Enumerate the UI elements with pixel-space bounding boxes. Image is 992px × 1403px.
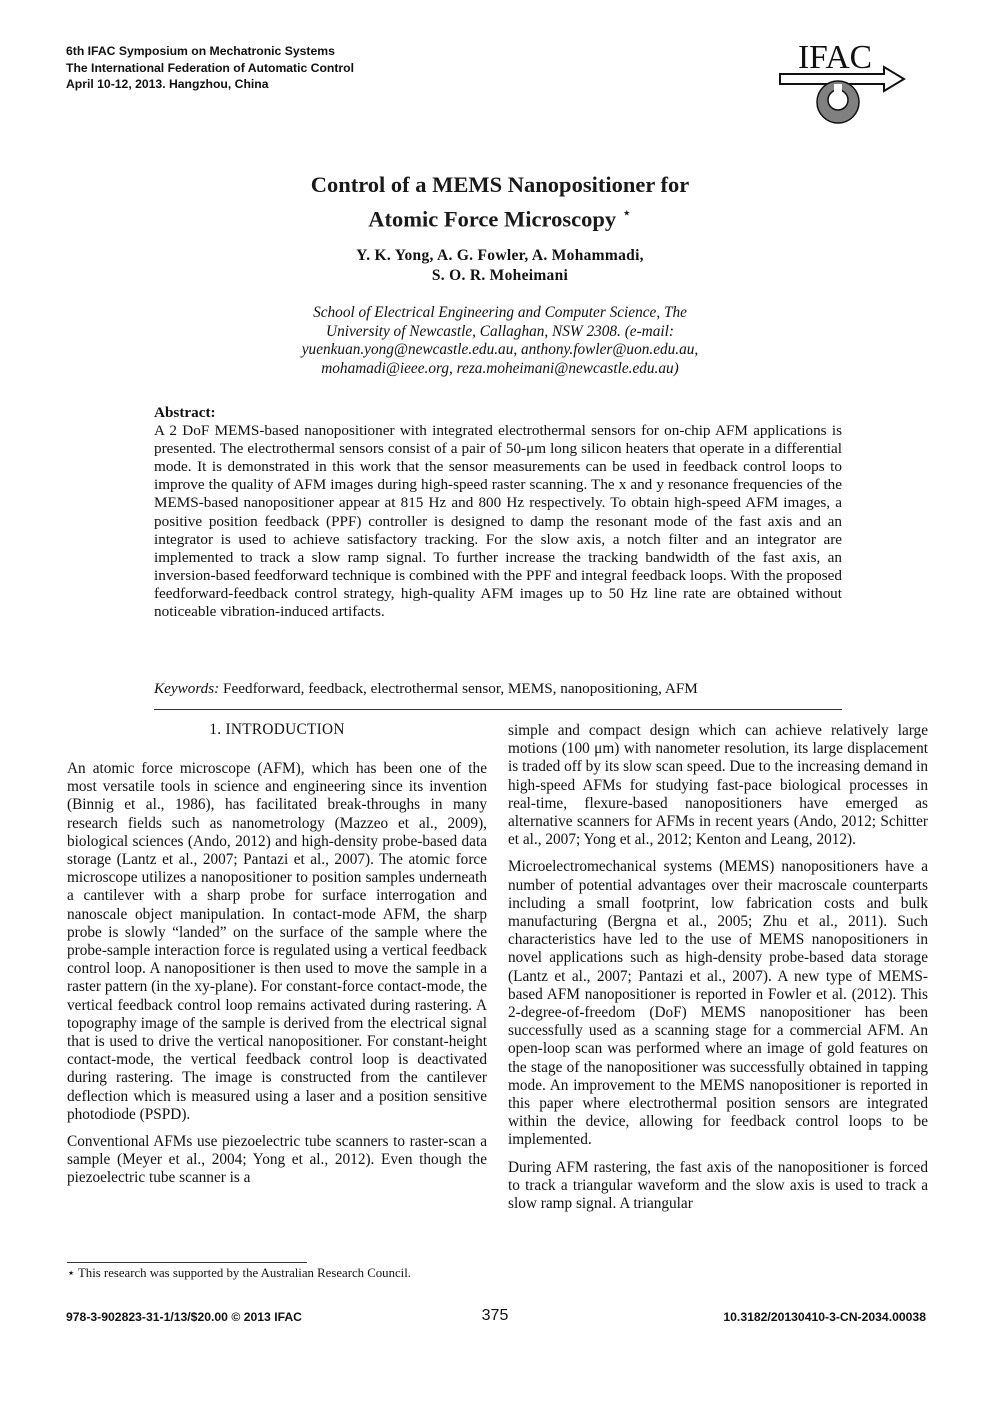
title-line-1: Control of a MEMS Nanopositioner for [310,172,690,197]
affiliation [150,304,850,378]
abstract-text: A 2 DoF MEMS-based nanopositioner with integrated electrothermal sensors for on-chip AFM applications is presented. The electrothermal sensors consist of a pair of 50-μm long silicon heaters that operate in a differential mode. It is demonstrated in this work that the sensor measurements can be used in feedback control loops to improve the quality of AFM images during high-speed raster scanning. The x and y resonance frequencies of the MEMS-based nanopositioner appear at 815 Hz and 800 Hz respectively. To obtain high-speed AFM images, a positive position feedback (PPF) controller is designed to damp the resonant mode of the fast axis and an integrator is used to achieve satisfactory tracking. For the slow axis, a notch filter and an integrator are implemented to track a slow ramp signal. To further increase the tracking bandwidth of the fast axis, an inversion-based feedforward technique is combined with the PPF and integral feedback loops. With the proposed feedforward-feedback control strategy, high-quality AFM images up to 50 Hz line rate are obtained without noticeable vibration-induced artifacts. [154,422,842,621]
right-column [508,722,928,1222]
intro-paragraph-5: During AFM rastering, the fast axis of the nanopositioner is forced to track a triangular waveform and the slow axis is used to track a slow ramp signal. A triangular [508,1158,928,1213]
abstract [154,404,842,621]
affiliation-line-2: University of Newcastle, Callaghan, NSW 2308. (e-mail: [326,322,674,340]
intro-paragraph-1: An atomic force microscope (AFM), which has been one of the most versatile tools in science and engineering since its invention (Binnig et al., 1986), has facilitated break-throughs in many research fields such as nanometrology (Mazzeo et al., 2009), biological sciences (Ando, 2012) and high-density probe-based data storage (Lantz et al., 2007; Pantazi et al., 2007). The atomic force microscope utilizes a nanopositioner to position samples underneath a cantilever with a sharp probe for surface interrogation and nanoscale object manipulation. In contact-mode AFM, the sharp probe is slowly “landed” on the surface of the sample where the probe-sample interaction force is regulated using a vertical feedback control loop. A nanopositioner is then used to move the sample in a raster pattern (in the xy-plane). For constant-force contact-mode, the vertical feedback control loop remains activated during rastering. A topography image of the sample is derived from the electrical signal that is used to drive the vertical nanopositioner. For constant-height contact-mode, the vertical feedback control loop is deactivated during rastering. The image is constructed from the cantilever deflection which is measured using a laser and a position sensitive photodiode (PSPD). [67,760,487,1123]
intro-paragraph-4: Microelectromechanical systems (MEMS) nanopositioners have a number of potential advantages over their macroscale counterparts including a small footprint, low fabrication costs and bulk manufacturing (Bergna et al., 2005; Zhu et al., 2011). Such characteristics have led to the use of MEMS nanopositioners in novel applications such as high-density probe-based data storage (Lantz et al., 2007; Pantazi et al., 2007). A new type of MEMS-based AFM nanopositioner is reported in Fowler et al. (2012). This 2-degree-of-freedom (DoF) MEMS nanopositioner has been successfully used as a scanning stage for a commercial AFM. An open-loop scan was performed where an image of gold features on the stage of the nanopositioner was successfully obtained in tapping mode. An improvement to the MEMS nanopositioner is reported in this paper where electrothermal position sensors are integrated within the device, allowing for feedback control loops to be implemented. [508,858,928,1149]
footer-isbn: 978-3-902823-31-1/13/$20.00 © 2013 IFAC [66,1310,302,1324]
footnote-divider [67,1262,307,1263]
page-number: 375 [481,1307,509,1324]
keywords-label: Keywords: [154,680,220,697]
conference-header [66,43,354,93]
affiliation-line-4: mohamadi@ieee.org, reza.moheimani@newcastle.edu.au) [321,359,679,377]
organization-name: The International Federation of Automatic Control [66,60,354,75]
paper-title [150,170,850,234]
title-footnote-star: ⋆ [621,205,632,222]
author-list [150,246,850,286]
affiliation-line-3: yuenkuan.yong@newcastle.edu.au, anthony.fowler@uon.edu.au, [301,341,699,358]
footnote: ⋆ This research was supported by the Australian Research Council. [67,1266,411,1280]
keywords-text: Feedforward, feedback, electrothermal sensor, MEMS, nanopositioning, AFM [223,680,698,697]
title-line-2 [150,199,850,234]
footer-doi: 10.3182/20130410-3-CN-2034.00038 [723,1310,926,1324]
conference-date-location: April 10-12, 2013. Hangzhou, China [66,77,269,91]
conference-name: 6th IFAC Symposium on Mechatronic Systems [66,44,335,58]
left-column [67,760,487,1197]
section-heading-introduction: 1. INTRODUCTION [209,721,345,738]
authors-line-1: Y. K. Yong, A. G. Fowler, A. Mohammadi, [356,247,644,264]
authors-line-2: S. O. R. Moheimani [431,267,569,284]
intro-paragraph-2: Conventional AFMs use piezoelectric tube scanners to raster-scan a sample (Meyer et al., 2004; Yong et al., 2012). Even though the piezoelectric tube scanner is a [67,1133,487,1187]
abstract-heading: Abstract: [154,404,216,421]
keywords [154,680,842,698]
abstract-divider [154,709,842,710]
intro-paragraph-3: simple and compact design which can achieve relatively large motions (100 μm) with nanometer resolution, its large displacement is traded off by its slow scan speed. Due to the increasing demand in high-speed AFMs for studying fast-pace biological processes in real-time, flexure-based nanopositioners have emerged as alternative scanners for AFMs in recent years (Ando, 2012; Schitter et al., 2007; Yong et al., 2012; Kenton and Leang, 2012). [508,722,928,849]
affiliation-line-1: School of Electrical Engineering and Computer Science, The [313,304,687,321]
ifac-logo-text: IFAC [798,39,872,76]
title-line-2-text: Atomic Force Microscopy [368,206,617,232]
ifac-logo [776,36,906,128]
